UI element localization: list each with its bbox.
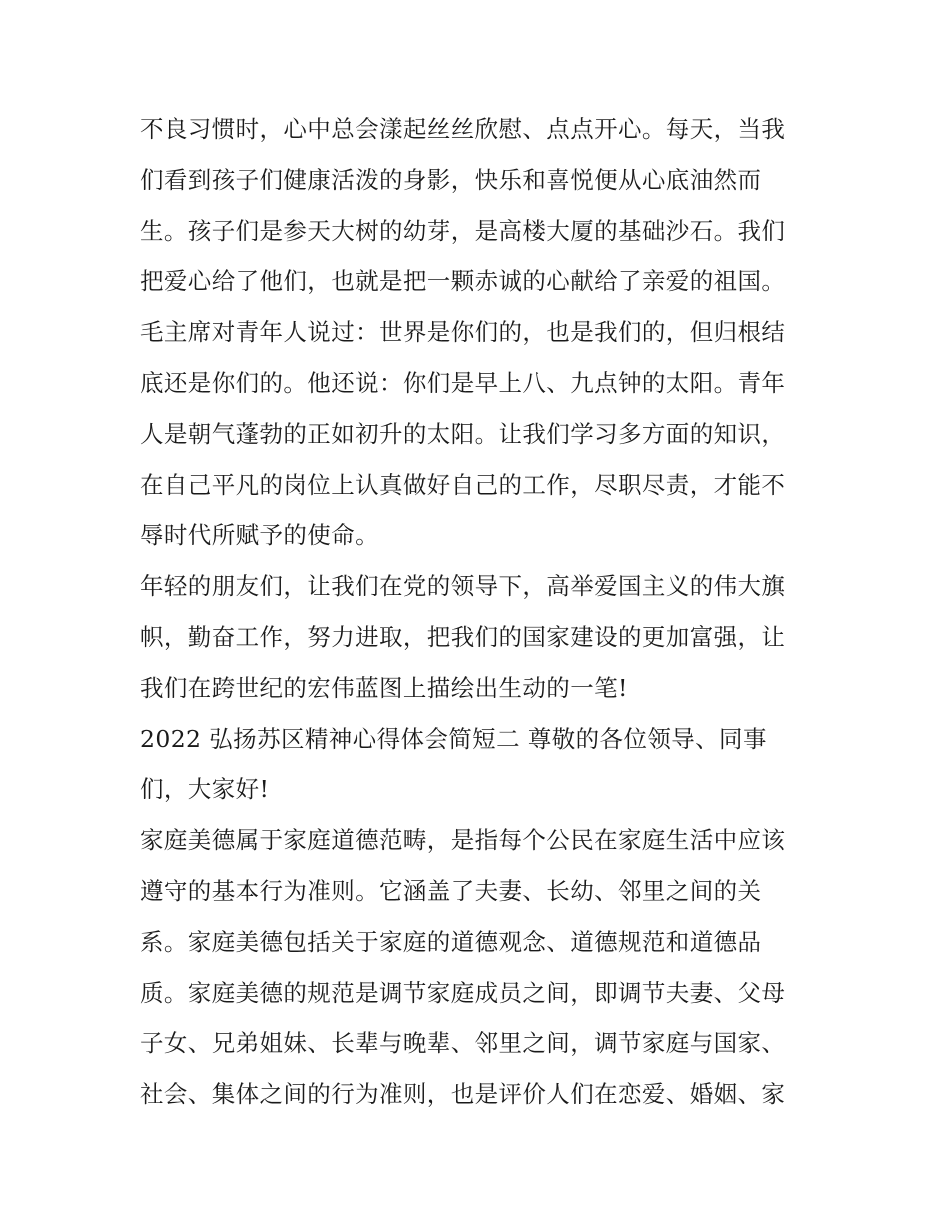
- text-line: 不良习惯时，心中总会漾起丝丝欣慰、点点开心。每天，当我: [140, 115, 786, 143]
- text-line: 帜，勤奋工作，努力进取，把我们的国家建设的更加富强，让: [140, 622, 786, 651]
- text-line: 毛主席对青年人说过：世界是你们的，也是我们的，但归根结: [140, 318, 786, 347]
- text-line: 在自己平凡的岗位上认真做好自己的工作，尽职尽责，才能不: [140, 470, 786, 499]
- text-line: 底还是你们的。他还说：你们是早上八、九点钟的太阳。青年: [140, 368, 786, 397]
- text-line: 我们在跨世纪的宏伟蓝图上描绘出生动的一笔!: [140, 673, 628, 702]
- section-heading-line: 2022 弘扬苏区精神心得体会简短二 尊敬的各位领导、同事: [140, 724, 767, 753]
- text-line: 年轻的朋友们，让我们在党的领导下，高举爱国主义的伟大旗: [140, 572, 786, 601]
- body-text: [140, 104, 820, 1120]
- text-line: 子女、兄弟姐妹、长辈与晚辈、邻里之间，调节家庭与国家、: [140, 1029, 786, 1058]
- text-line: 把爱心给了他们，也就是把一颗赤诚的心献给了亲爱的祖国。: [140, 267, 786, 296]
- text-line: 人是朝气蓬勃的正如初升的太阳。让我们学习多方面的知识，: [140, 419, 786, 448]
- text-line: 遵守的基本行为准则。它涵盖了夫妻、长幼、邻里之间的关: [140, 876, 762, 905]
- text-line: 质。家庭美德的规范是调节家庭成员之间，即调节夫妻、父母: [140, 978, 786, 1007]
- text-line: 社会、集体之间的行为准则，也是评价人们在恋爱、婚姻、家: [140, 1080, 786, 1109]
- text-line: 系。家庭美德包括关于家庭的道德观念、道德规范和道德品: [140, 927, 762, 956]
- text-line: 生。孩子们是参天大树的幼芽，是高楼大厦的基础沙石。我们: [140, 216, 786, 245]
- text-line: 们看到孩子们健康活泼的身影，快乐和喜悦便从心底油然而: [140, 165, 762, 194]
- text-line: 们，大家好!: [140, 775, 270, 804]
- text-line: 家庭美德属于家庭道德范畴，是指每个公民在家庭生活中应该: [140, 826, 786, 855]
- text-line: 辱时代所赋予的使命。: [140, 521, 379, 550]
